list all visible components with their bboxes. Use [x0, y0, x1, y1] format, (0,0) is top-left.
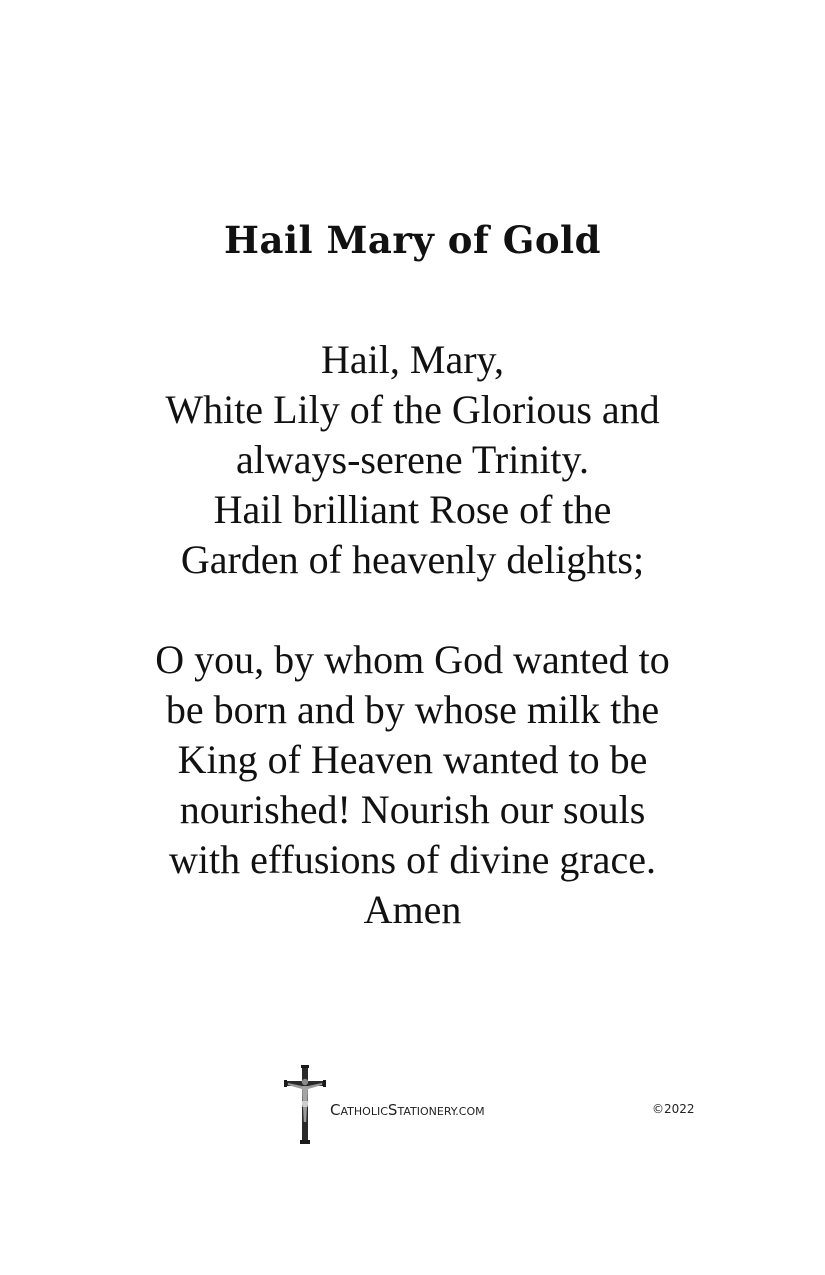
prayer-title: Hail Mary of Gold	[224, 218, 601, 262]
prayer-line: with effusions of divine grace.	[169, 837, 656, 882]
crucifix-icon	[282, 1064, 328, 1146]
copyright: ©2022	[652, 1102, 695, 1116]
prayer-stanza-2	[0, 635, 825, 935]
site-name-text: CATHOLICSTATIONERY.COM	[330, 1101, 485, 1119]
prayer-line: King of Heaven wanted to be	[177, 737, 648, 782]
prayer-line: O you, by whom God wanted to	[155, 637, 670, 682]
prayer-amen: Amen	[363, 887, 462, 932]
prayer-line: nourished! Nourish our souls	[179, 787, 646, 832]
prayer-line: always-serene Trinity.	[236, 437, 589, 482]
prayer-line: Garden of heavenly delights;	[180, 537, 645, 582]
prayer-line: be born and by whose milk the	[165, 687, 660, 732]
prayer-line: Hail brilliant Rose of the	[213, 487, 612, 532]
prayer-line: White Lily of the Glorious and	[165, 387, 660, 432]
prayer-line: Hail, Mary,	[321, 337, 504, 382]
site-name	[330, 1101, 485, 1119]
footer	[0, 1064, 825, 1146]
prayer-stanza-1	[0, 335, 825, 585]
